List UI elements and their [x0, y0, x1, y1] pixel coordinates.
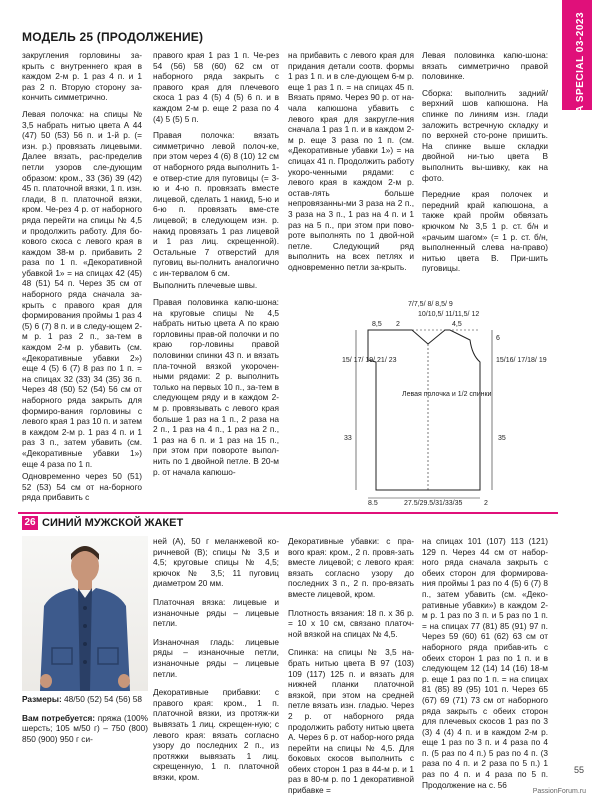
- paragraph: Плотность вязания: 18 п. х 36 р. = 10 х 10 см, связано платоч-ной вязкой на спицах № 4,5.: [288, 607, 414, 639]
- paragraph: Декоративные прибавки: с правого края: кром., 1 п. платочной вязки, из протяж-ки вывязать 1 лиц. скрещен-ную; с левого края: вязать согласно узору до последних 2 п., из протяжки вывязать 1 лиц. скрещенную, 1 п. платочной вязки, кром.: [153, 687, 279, 782]
- label-bottom-left: 8,5: [368, 500, 378, 505]
- button-icon: [83, 660, 87, 664]
- label-shoulder-mid: 2: [396, 321, 400, 328]
- label-shoulder-right: 4,5: [452, 321, 462, 328]
- text-column-4: [422, 50, 548, 274]
- garment-outline: [368, 330, 480, 490]
- paragraph: [22, 713, 148, 745]
- paragraph: [22, 694, 148, 705]
- paragraph: Сборка: выполнить задний/ верхний шов капюшона. На спинке по линиям изн. глади заложить встречную складку и по верхней сто-роне пришить. На спинке выше складки двойной ни-тью цвета В выполнить вы-шивку, как на фото.: [422, 87, 548, 183]
- label-bottom-width: 27,5/29,5/31/33/35: [404, 500, 463, 505]
- section-number-badge: 26: [22, 516, 38, 530]
- sizes-label: Размеры:: [22, 694, 62, 704]
- section-divider: [18, 512, 558, 514]
- sizes-value: 48/50 (52) 54 (56) 58: [64, 694, 142, 704]
- text-column-2: [153, 536, 279, 782]
- label-top-width: 7/7,5/ 8/ 8,5/ 9: [408, 301, 453, 308]
- needs-value: пряжа (100% шерсть; 105 м/50 г) – 750 (800) 850 (900) 950 г си-: [22, 712, 148, 744]
- sidebar-accent-strip: [562, 0, 592, 150]
- paragraph: на прибавить с левого края для придания детали соотв. формы 1 раз 1 п. и в сле-дующем 6-м р. еще 1 раз 1 п. = на спицах 45 п. Вязать прямо. Через 90 р. от на-чала капюшона убавить с левого края для закругле-ния сначала 1 раз 1 п. и в каждом 2-м р. еще 3 раза по 1 п. (см. «Декоративные убавки 1») = на спицах 41 п. Продолжить работу укоро-ченными рядами: с левого края в каждом 2-м р. остав-лять больше непровязанны-ми 3 раза на 2 п., 3 раза на 3 п., 1 раз на 4 п. и 1 раз на 5 п., при этом при пово-роте выполнять по 1 двой-ной петле. Следующий ряд выполнить на всех петлях и одновременно петли за-крыть.: [288, 50, 414, 272]
- label-neck-width: 10/10,5/ 11/11,5/ 12: [418, 311, 480, 318]
- button-icon: [83, 606, 87, 610]
- paragraph: Декоративные убавки: с пра-вого края: кром., 2 п. провя-зать вместе лицевой; с левого края: вязать согласно узору до последних 3 п., 2 п. про-вязать вместе лицевой, кром.: [288, 536, 414, 599]
- model-illustration: [22, 536, 148, 691]
- model-left-hand: [40, 674, 52, 688]
- paragraph: Выполнить плечевые швы.: [153, 280, 258, 291]
- text-column-1: [22, 694, 148, 744]
- model-photo: [22, 536, 148, 691]
- label-height-left: 15/ 17/ 19/ 21/ 23: [342, 357, 397, 364]
- needs-label: Вам потребуется:: [22, 712, 96, 723]
- paragraph: Спинка: на спицы № 3,5 на-брать нитью цвета В 97 (103) 109 (117) 125 п. и вязать для нижней планки платочной вязкой, при этом на средней петле вязать изн. гладью. Через 2 р. от наборного ряда продолжить работу нитью цвета А. Через 6 р. от набор-ного ряда перейти на спицы № 4,5. Для боковых скосов выполнить с обеих сторон 1 раз в 44-м р. и 1 раз в 80-м р. по 1 декоративной прибавке =: [288, 647, 414, 796]
- paragraph: Левая половинка капю-шона: вязать симметрично правой половинке.: [422, 50, 548, 82]
- text-column-1: [22, 50, 142, 503]
- paragraph: Правая половинка капю-шона: на круговые спицы № 4,5 набрать нитью цвета А по краю горловины прав-ой полочки и по краю гор-ловины правой половинки спинки 43 п. и вязать пла-точной вязкой укорочен-ными рядами: 2 р. выполнить только на первых 10 п., за-тем в следующем ряду и в каждом 2-м р. провязывать с левого края больше 1 раз на 1 п., 2 раза на 2 п., 1 раз на 4 п., 1 раз на 2 п., 1 раз на 6 п. и 1 раз на 15 п., при этом при повороте выпол-нить по 1 двойной петле. В 20-м р. от начала капюшо-: [153, 297, 279, 477]
- paragraph: Правая полочка: вязать симметрично левой полоч-ке, при этом через 4 (6) 8 (10) 12 см от наборного ряда выполнить 1-е отвер-стие для пуговицы (= 3-ю и 4-ю п. провязать вместе лицевой, сделать 1 накид, 5-ю и 6-ю п. провязать вме-сте лицевой; в следующем изн. р. накид провязать 1 раз лицевой и 1 раз лиц. скрещенной). Остальные 7 отверстий для пуговиц вы-полнить аналогично с ин-тервалом 6 см.: [153, 130, 279, 278]
- label-shoulder-left: 8,5: [372, 321, 382, 328]
- paragraph: Одновременно через 50 (51) 52 (53) 54 см от на-борного ряда прибавить с: [22, 471, 142, 503]
- section-title: СИНИЙ МУЖСКОЙ ЖАКЕТ: [42, 517, 184, 529]
- paragraph: ней (А), 50 г меланжевой ко-ричневой (B); спицы № 3,5 и 4,5; круговые спицы № 4,5; крючок № 3,5; 11 пуговиц диаметром 20 мм.: [153, 536, 279, 589]
- paragraph: закругления горловины за-крыть с внутреннего края в каждом 2-м р. 1 раз 4 п. и 1 раз 2 п. Вторую сторону за-кончить симметрично.: [22, 50, 142, 103]
- text-column-3: [288, 536, 414, 796]
- page-sidebar: [562, 0, 592, 800]
- jacket-placket: [78, 588, 92, 691]
- paragraph: Левая полочка: на спицы № 3,5 набрать нитью цвета А 44 (47) 50 (53) 56 п. и 1-й р. (= изн. р.) провязать лицевыми. Далее вязать, рас-пределив петли узоров сле-дующим образом: кром., 33 (36) 39 (42) 45 п. платочной вязки, 1 п. изн. глади, 8 п. платочной вязки, кром. Че-рез 4 р. от наборного ряда перейти на спицы № 4,5 и продолжить работу. Для бо-кового скоса с левого края в каждом 38-м р. прибавить 2 раза по 1 п. «Декоративной убавкой 1» = на спицах 42 (45) 48 (51) 54 п. Через 35 см от наборного ряда сначала за-крыть с правого края для формирования проймы 1 раз 4 (5) 6 (7) 8 п. и в следу-ющем 2-м р. 1 раз 2 п., за-тем в каждом 2-м р. убавить (см. «Декоративные убавки 2») еще 4 (5) 6 (7) 8 раз по 1 п. = на спицах 32 (33) 34 (35) 36 п. Через 48 (50) 52 (54) 56 см от наборного ряда закрыть для формиро-вания горловины с левого края 1 раз 10 п. и затем в каждом 2-м р. 1 раз 4 п. и 1 раз 3 п., затем убавить (см. «Декоративные убавки 1») еще 4 раза по 1 п.: [22, 108, 142, 469]
- text-column-3: [288, 50, 414, 272]
- paragraph: правого края 1 раз 1 п. Че-рез 54 (56) 58 (60) 62 см от наборного ряда закрыть с правого края для плечевого скоса 1 раз 4 (5) 4 (5) 6 п. и в каждом 2-м р. еще 2 раза по 4 (4) 5 (5) 5 п.: [153, 50, 279, 124]
- paragraph: Передние края полочек и передний край капюшона, а также край пройм обвязать крючком № 3,5 1 р. ст. б/н и «рачьим шагом» (= 1 р. ст. б/н, выполненный слева на-право) нитью цвета В. При-шить пуговицы.: [422, 189, 548, 274]
- label-height-bottom-right: 35: [498, 435, 506, 442]
- section-title: МОДЕЛЬ 25 (ПРОДОЛЖЕНИЕ): [22, 30, 204, 44]
- label-piece-name: Левая полочка и 1/2 спинки: [402, 391, 492, 398]
- paragraph: Изнаночная гладь: лицевые ряды – изнаночные петли, изнаночные ряды – лицевые петли.: [153, 636, 279, 679]
- text-column-2: [153, 50, 279, 477]
- model-right-hand: [118, 674, 130, 688]
- button-icon: [83, 624, 87, 628]
- page-number: 55: [573, 765, 584, 775]
- label-height-bottom-left: 33: [344, 435, 352, 442]
- footer-credit: PassionForum.ru: [532, 788, 586, 795]
- paragraph: на спицах 101 (107) 113 (121) 129 п. Через 44 см от набор-ного ряда сначала закрыть с обеих сторон для формирова-ния проймы 1 раз по 4 (5) 6 (7) 8 п., затем убавить (см. «Деко-ративные убавки») в каждом 2-м р. 1 раз по 3 п. и 5 раз по 1 п. = на спицах 77 (81) 85 (91) 97 п. Через 59 (60) 61 (62) 63 см от наборного ряда прибав-ить с обеих сторон 1 раз по 1 п. и в следующем 12 (14) 14 (16) 18-м р. еще 1 раз по 1 п. = на спицах 81 (85) 89 (95) 101 п. Через 65 (67) 69 (71) 73 см от наборного ряда закрыть с обеих сторон для плечевых скосов 1 раз по 3 (3) 4 (4) 4 п. и в каждом 2-м р. еще 1 раз по 3 п. и 4 раза по 4 п. (5 раз по 4 п.) 5 раз по 4 п. (3 раза по 4 п. и 2 раза по 5 п.) 1 раз по 4 п. и 4 раза по 5 п. Продолжение на с. 56: [422, 536, 548, 790]
- magazine-title: VERENA SPECIAL 03-2023: [575, 12, 586, 150]
- label-height-right: 15/16/ 17/18/ 19: [496, 357, 547, 364]
- text-column-4: [422, 536, 548, 790]
- label-height-top: 6: [496, 335, 500, 342]
- model-neck: [78, 580, 92, 590]
- pattern-diagram: [300, 300, 550, 505]
- button-icon: [83, 642, 87, 646]
- label-bottom-right: 2: [484, 500, 488, 505]
- paragraph: Платочная вязка: лицевые и изнаночные ряды – лицевые петли.: [153, 596, 279, 629]
